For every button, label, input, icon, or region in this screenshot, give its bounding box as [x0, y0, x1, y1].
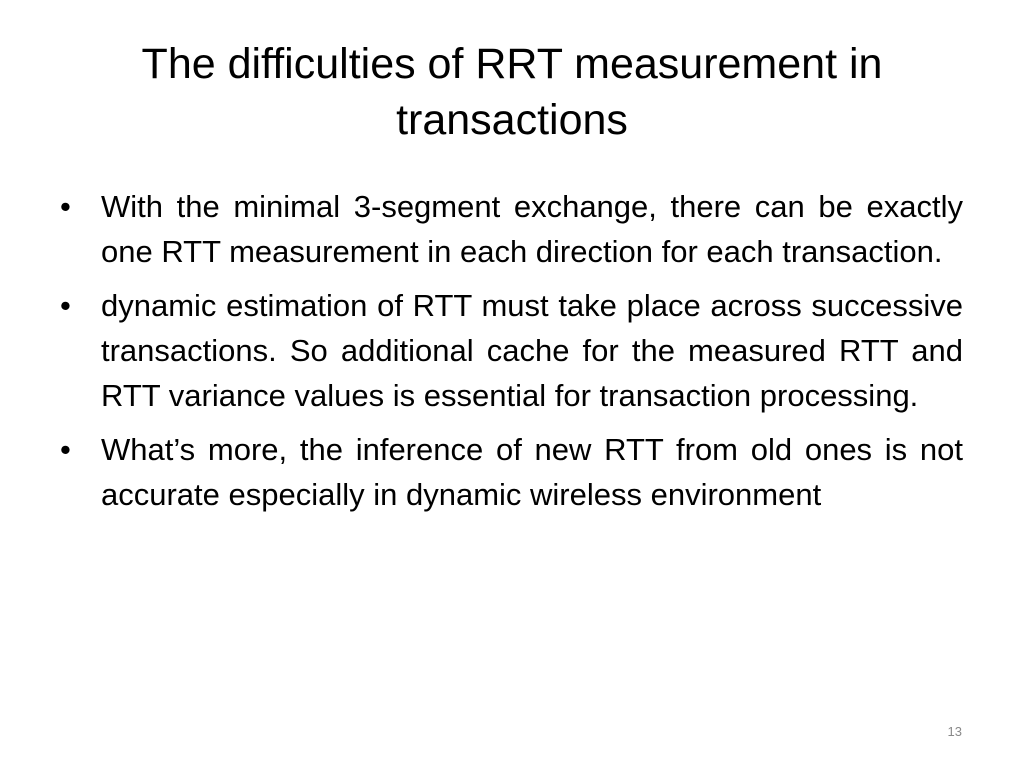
slide-title: The difficulties of RRT measurement in transactions — [141, 40, 883, 144]
bullet-text: What’s more, the inference of new RTT from old ones is not accurate especially in dynamic wireless environment — [101, 432, 963, 512]
bullet-icon: • — [60, 288, 71, 323]
bullet-item — [60, 184, 963, 274]
bullet-text: dynamic estimation of RTT must take place across successive transactions. So additional cache for the measured RTT and RTT variance values is essential for transaction processing. — [101, 288, 963, 413]
bullet-text: With the minimal 3-segment exchange, there can be exactly one RTT measurement in each direction for each transaction. — [101, 189, 963, 269]
bullet-item — [60, 427, 963, 517]
bullet-list — [60, 184, 963, 526]
bullet-icon: • — [60, 189, 71, 224]
page-number: 13 — [947, 724, 962, 739]
bullet-icon: • — [60, 432, 71, 467]
bullet-item — [60, 283, 963, 418]
